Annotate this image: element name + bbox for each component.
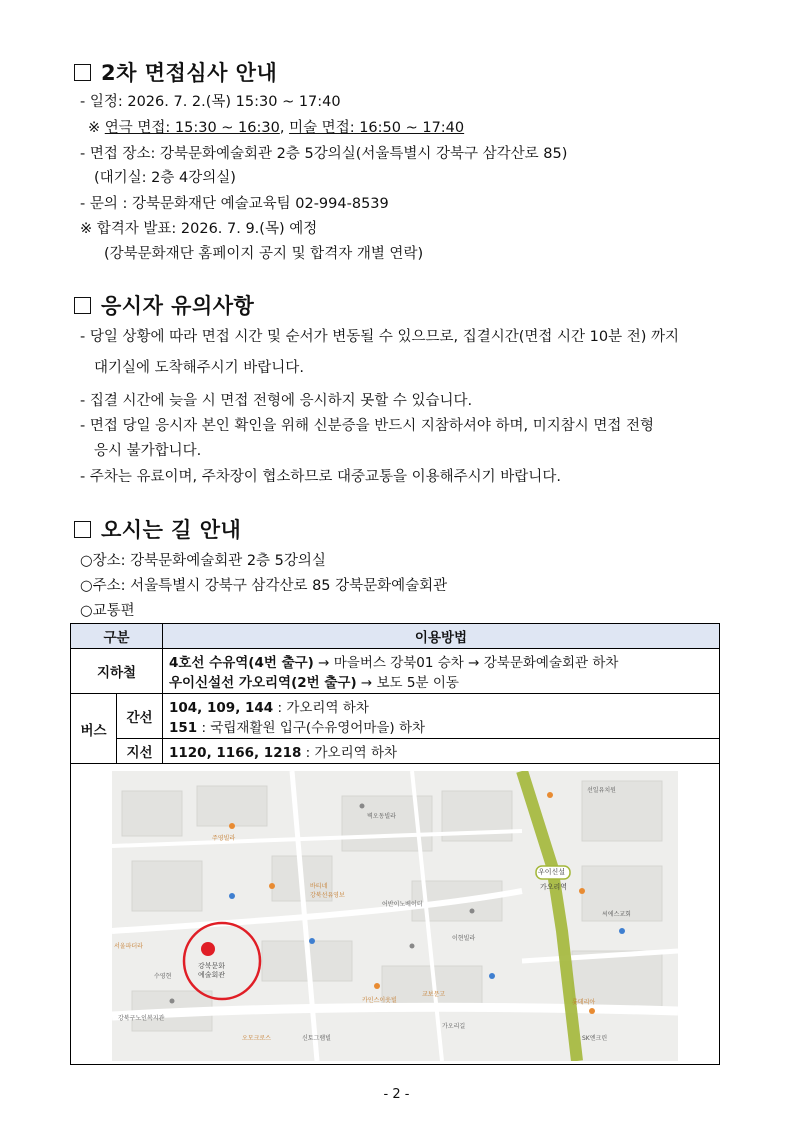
- map-label: 오모크로스: [242, 1034, 271, 1042]
- station-badge: 우이신설: [538, 867, 566, 876]
- waiting-room-line: (대기실: 2층 4강의실): [94, 170, 236, 186]
- note-item-3b: 응시 불가합니다.: [94, 443, 202, 459]
- note-item-4: - 주차는 유료이며, 주차장이 협소하므로 대중교통을 이용해주시기 바랍니다.: [80, 469, 561, 485]
- map-label: 수영현: [154, 972, 172, 980]
- section1-title-text: 2차 면접심사 안내: [101, 61, 278, 85]
- map-label: 롯데리아: [572, 998, 596, 1006]
- note-item-2: - 집결 시간에 늦을 시 면접 전형에 응시하지 못할 수 있습니다.: [80, 393, 473, 409]
- map-label: 강북선유영보: [310, 891, 345, 899]
- trunk-label: 간선: [117, 694, 163, 739]
- map-label: 서울파더라: [114, 942, 143, 950]
- branch-stop: : 가오리역 하차: [301, 745, 398, 761]
- checkbox-square-icon: [74, 521, 91, 538]
- map-label: 카인스이웃빌: [362, 996, 397, 1004]
- page-number: - 2 -: [383, 1087, 410, 1102]
- art-time: 미술 면접: 16:50 ~ 17:40: [289, 120, 465, 136]
- trunk1-stop: : 가오리역 하차: [273, 700, 369, 716]
- header-category: 구분: [71, 624, 163, 649]
- trunk-methods: [163, 694, 720, 739]
- station-label: 가오리역: [540, 882, 568, 891]
- map-label: 벽오동빌라: [367, 812, 396, 820]
- section3-title-text: 오시는 길 안내: [101, 518, 242, 542]
- target-label-2: 예술회관: [198, 970, 226, 979]
- interview-times-line: [88, 116, 464, 137]
- theater-time: 연극 면접: 15:30 ~ 16:30: [104, 120, 280, 136]
- section-title-notes: [74, 290, 254, 320]
- note-item-1a: - 당일 상황에 따라 면접 시간 및 순서가 변동될 수 있으므로, 집결시간(면접 시간 10분 전) 까지: [80, 329, 679, 345]
- subway1-station: 4호선 수유역(4번 출구): [169, 655, 314, 671]
- directions-transport: ○교통편: [80, 603, 135, 619]
- branch-buses: 1120, 1166, 1218: [169, 745, 302, 761]
- trunk2-buses: 151: [169, 720, 198, 736]
- subway-route-2: [169, 671, 713, 691]
- location-map: [112, 771, 678, 1061]
- section-title-interview: [74, 57, 277, 87]
- schedule-line: - 일정: 2026. 7. 2.(목) 15:30 ~ 17:40: [80, 94, 341, 110]
- map-cell: [71, 764, 720, 1065]
- trunk-route-2: [169, 716, 713, 736]
- trunk-route-1: [169, 696, 713, 716]
- branch-label: 지선: [117, 739, 163, 764]
- announce-note-line: (강북문화재단 홈페이지 공지 및 합격자 개별 연락): [104, 246, 424, 262]
- header-method: 이용방법: [163, 624, 720, 649]
- bus-label: 버스: [71, 694, 117, 764]
- branch-methods: [163, 739, 720, 764]
- map-label: SK엔크린: [582, 1034, 608, 1042]
- map-label: 어반이노베이터: [382, 900, 423, 908]
- subway1-route: → 마을버스 강북01 승차 → 강북문화예술회관 하차: [313, 655, 619, 671]
- target-label-1: 강북문화: [198, 961, 226, 970]
- announce-line: ※ 합격자 발표: 2026. 7. 9.(목) 예정: [80, 221, 318, 237]
- map-label: 이현빌라: [452, 934, 476, 942]
- section2-title-text: 응시자 유의사항: [101, 294, 255, 318]
- section-title-directions: [74, 514, 241, 544]
- subway-methods: [163, 649, 720, 694]
- map-label: 강북구노인복지관: [118, 1014, 165, 1022]
- trunk2-stop: : 국립재활원 입구(수유영어마을) 하차: [197, 720, 426, 736]
- map-label: 바티네: [310, 882, 328, 890]
- directions-place: ○장소: 강북문화예술회관 2층 5강의실: [80, 553, 326, 569]
- map-label: 가오리길: [442, 1022, 466, 1030]
- trunk1-buses: 104, 109, 144: [169, 700, 274, 716]
- subway2-station: 우이신설선 가오리역(2번 출구): [169, 675, 357, 691]
- map-label: 씨에스교회: [602, 910, 631, 918]
- subway2-route: → 보도 5분 이동: [356, 675, 459, 691]
- note-mark: ※: [88, 120, 105, 136]
- directions-address: ○주소: 서울특별시 강북구 삼각산로 85 강북문화예술회관: [80, 578, 448, 594]
- transport-table: [70, 623, 720, 1065]
- map-label: 교보문고: [422, 990, 446, 998]
- note-item-3a: - 면접 당일 응시자 본인 확인을 위해 신분증을 반드시 지참하셔야 하며, 미지참시 면접 전형: [80, 418, 655, 434]
- checkbox-square-icon: [74, 64, 91, 81]
- contact-line: - 문의 : 강북문화재단 예술교육팀 02-994-8539: [80, 196, 389, 212]
- map-label: 신토그램빌: [302, 1034, 331, 1042]
- subway-route-1: [169, 651, 713, 671]
- checkbox-square-icon: [74, 297, 91, 314]
- place-line: - 면접 장소: 강북문화예술회관 2층 5강의실(서울특별시 강북구 삼각산로 85): [80, 146, 568, 162]
- subway-label: 지하철: [71, 649, 163, 694]
- separator: ,: [279, 120, 290, 136]
- map-label: 선일유치원: [587, 786, 616, 794]
- note-item-1b: 대기실에 도착해주시기 바랍니다.: [94, 360, 304, 376]
- map-label: 주영빌라: [212, 834, 236, 842]
